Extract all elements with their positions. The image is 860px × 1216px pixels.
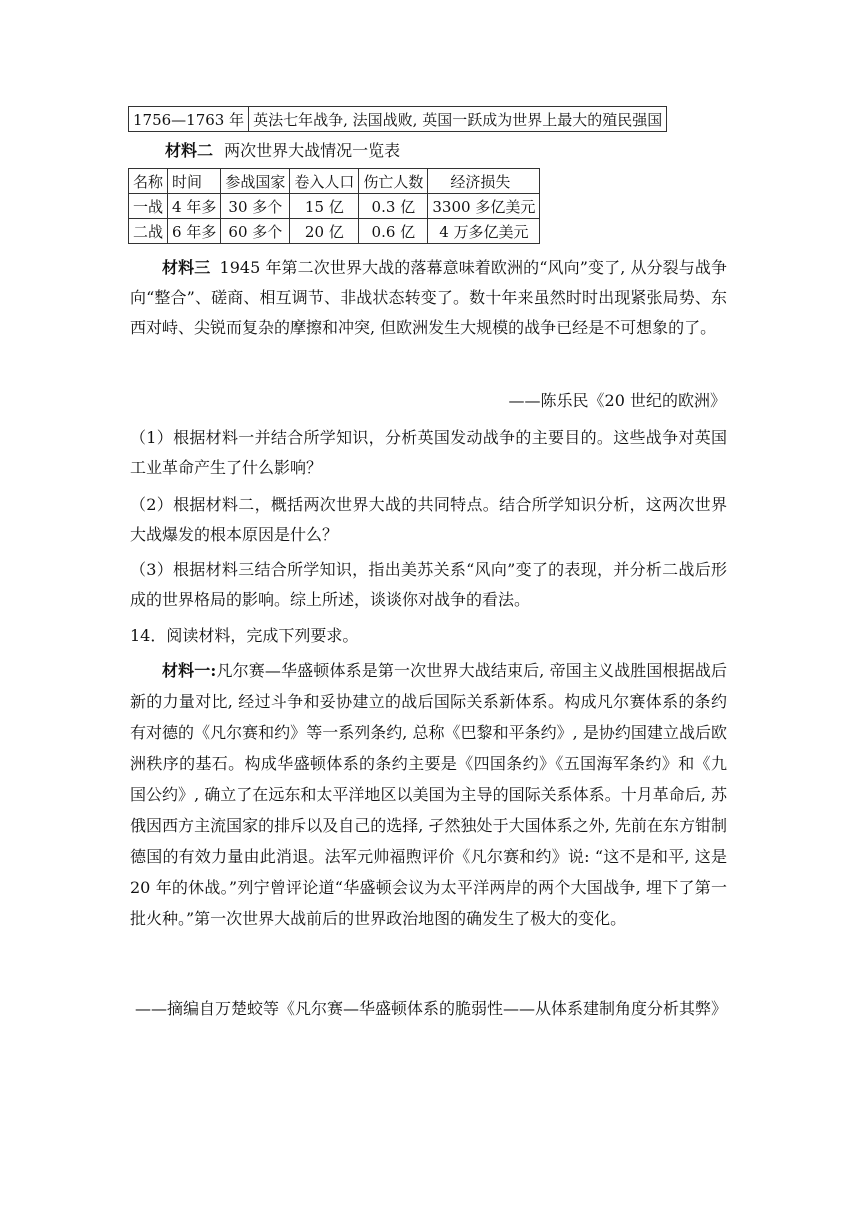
table-cell: 一战: [129, 194, 168, 219]
table-cell-event: 英法七年战争, 法国战败, 英国一跃成为世界上最大的殖民强国: [249, 107, 667, 132]
material3-text: 1945 年第二次世界大战的落幕意味着欧洲的“风向”变了, 从分裂与战争向“整合”、磋商、相互调节、非战状态转变了。数十年来虽然时时出现紧张局势、东西对峙、尖锐而复杂的摩擦和冲突, 但欧洲发生大规模的战争已经是不可想象的了。: [130, 258, 727, 337]
header-cell: 时间: [168, 169, 221, 194]
seven-years-war-table: [128, 106, 667, 132]
material3-label: 材料三: [162, 258, 211, 277]
table-header-row: [129, 169, 540, 194]
table-cell: 20 亿: [290, 219, 359, 244]
table-cell: 0.3 亿: [359, 194, 428, 219]
header-cell: 经济损失: [428, 169, 540, 194]
header-cell: 参战国家: [221, 169, 290, 194]
material3-source: ——陈乐民《20 世纪的欧洲》: [508, 391, 726, 410]
table-cell: 6 年多: [168, 219, 221, 244]
question-2: （2）根据材料二，概括两次世界大战的共同特点。结合所学知识分析，这两次世界大战爆发的根本原因是什么？: [130, 495, 727, 544]
question-1: （1）根据材料一并结合所学知识，分析英国发动战争的主要目的。这些战争对英国工业革命产生了什么影响？: [130, 428, 727, 477]
q14-material1-text: 凡尔赛—华盛顿体系是第一次世界大战结束后, 帝国主义战胜国根据战后新的力量对比, 经过斗争和妥协建立的战后国际关系新体系。构成凡尔赛体系的条约有对德的《凡尔赛和约》等一系列条约, 总称《巴黎和平条约》, 是协约国建立战后欧洲秩序的基石。构成华盛顿体系的条约主要是《四国条约》《五国海军条约》和《九国公约》, 确立了在远东和太平洋地区以美国为主导的国际关系体系。十月革命后, 苏俄因西方主流国家的排斥以及自己的选择, 孑然独处于大国体系之外, 先前在东方钳制德国的有效力量由此消退。法军元帅福煦评价《凡尔赛和约》说: “这不是和平, 这是 20 年的休战。”列宁曾评论道“华盛顿会议为太平洋两岸的两个大国战争, 埋下了第一批火种。”第一次世界大战前后的世界政治地图的确发生了极大的变化。: [130, 661, 727, 928]
table-cell-date: 1756—1763 年: [129, 107, 249, 132]
question-3: （3）根据材料三结合所学知识，指出美苏关系“风向”变了的表现，并分析二战后形成的世界格局的影响。综上所述，谈谈你对战争的看法。: [130, 560, 727, 609]
header-cell: 卷入人口: [290, 169, 359, 194]
q14-material1-paragraph: [130, 655, 727, 934]
table-cell: 30 多个: [221, 194, 290, 219]
question-14-title: 14．阅读材料，完成下列要求。: [130, 626, 359, 645]
header-cell: 名称: [129, 169, 168, 194]
q14-material1-label: 材料一:: [162, 661, 217, 680]
table-cell: 4 万多亿美元: [428, 219, 540, 244]
material2-label: 材料二: [165, 141, 214, 160]
table-row: [129, 219, 540, 244]
q14-source: ——摘编自万楚蛟等《凡尔赛—华盛顿体系的脆弱性——从体系建制角度分析其弊》: [134, 999, 727, 1018]
table-row: [129, 107, 667, 132]
material2-heading: [165, 140, 400, 162]
table-cell: 4 年多: [168, 194, 221, 219]
table-cell: 二战: [129, 219, 168, 244]
table-cell: 60 多个: [221, 219, 290, 244]
world-wars-table: [128, 168, 540, 244]
table-cell: 3300 多亿美元: [428, 194, 540, 219]
table-cell: 0.6 亿: [359, 219, 428, 244]
material3-paragraph: [130, 253, 727, 343]
material2-title: 两次世界大战情况一览表: [224, 141, 401, 160]
table-row: [129, 194, 540, 219]
table-cell: 15 亿: [290, 194, 359, 219]
header-cell: 伤亡人数: [359, 169, 428, 194]
